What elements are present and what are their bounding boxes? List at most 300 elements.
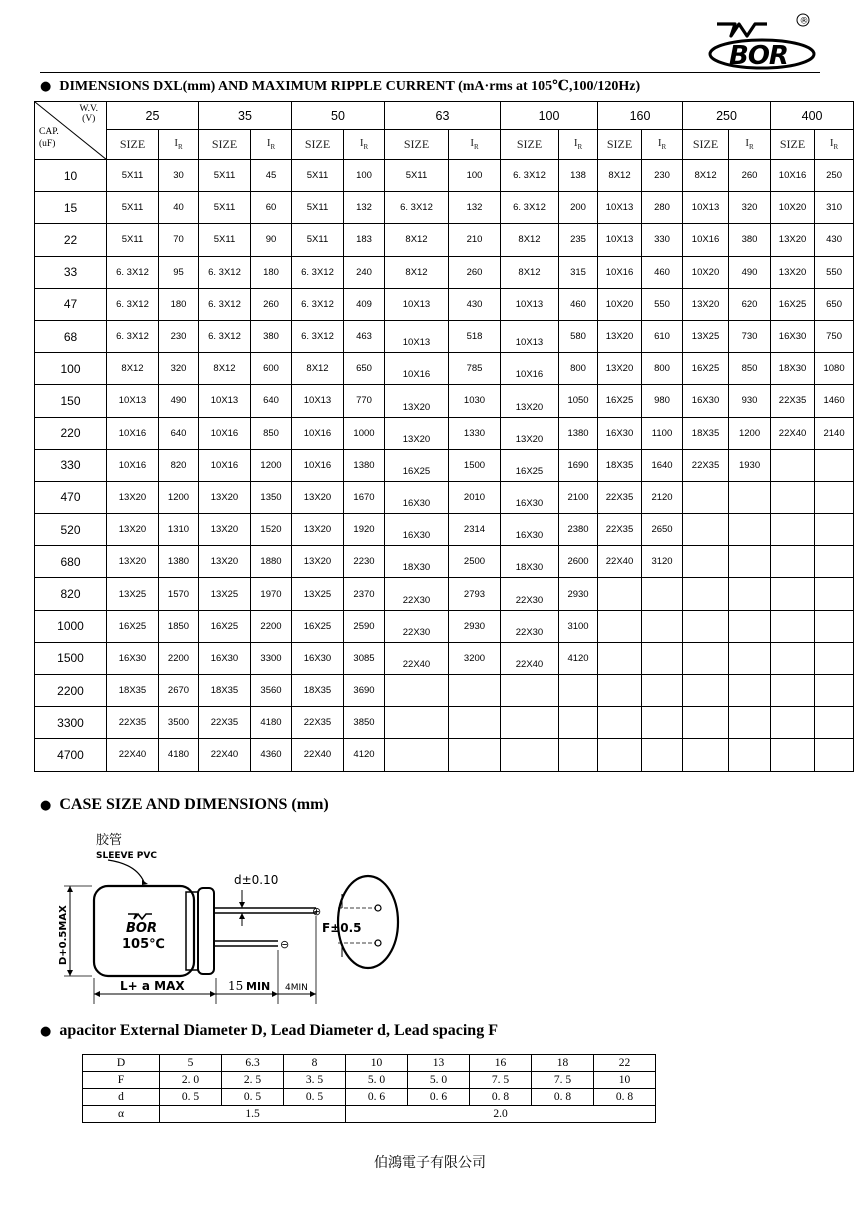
ripple-cell: 183 (344, 224, 385, 256)
table-row (35, 449, 854, 481)
size-cell: 10X13 (598, 192, 642, 224)
bullet-icon: ● (40, 798, 52, 813)
size-cell (771, 578, 815, 610)
ripple-cell: 230 (642, 160, 683, 192)
size-header: SIZE (683, 130, 729, 160)
dimension-value: 18 (532, 1055, 594, 1072)
size-cell (385, 707, 449, 739)
size-cell: 10X16 (199, 417, 251, 449)
dimension-value: 0. 6 (346, 1089, 408, 1106)
size-cell: 10X13 (501, 320, 559, 352)
size-cell: 13X20 (292, 546, 344, 578)
wv-label: W.V. (V) (79, 104, 98, 124)
size-cell: 13X20 (107, 514, 159, 546)
ripple-cell (642, 642, 683, 674)
ripple-cell (729, 642, 771, 674)
size-cell (598, 675, 642, 707)
capacitance-cell: 150 (35, 385, 107, 417)
ripple-cell: 45 (251, 160, 292, 192)
size-cell: 10X16 (385, 353, 449, 385)
alpha-small-value: 1.5 (160, 1106, 346, 1123)
size-cell: 22X35 (292, 707, 344, 739)
ripple-cell: 1880 (251, 546, 292, 578)
capacitance-cell: 1000 (35, 610, 107, 642)
size-cell: 22X40 (385, 642, 449, 674)
size-cell (771, 739, 815, 771)
size-cell (598, 707, 642, 739)
minus-lead-icon: ⊖ (280, 938, 290, 951)
ripple-cell: 260 (729, 160, 771, 192)
ripple-cell: 1200 (729, 417, 771, 449)
size-cell: 10X13 (385, 288, 449, 320)
ripple-cell: 100 (344, 160, 385, 192)
case-dimension-diagram (56, 822, 426, 1010)
ripple-cell: 820 (159, 449, 199, 481)
voltage-header: 400 (771, 102, 854, 130)
size-cell: 5X11 (107, 224, 159, 256)
ripple-cell (642, 578, 683, 610)
size-cell (683, 546, 729, 578)
ripple-cell: 1920 (344, 514, 385, 546)
table-row (35, 739, 854, 771)
ripple-cell: 1380 (344, 449, 385, 481)
ripple-cell: 2120 (642, 481, 683, 513)
ripple-cell: 320 (729, 192, 771, 224)
size-cell (598, 739, 642, 771)
size-cell: 13X20 (107, 481, 159, 513)
size-cell: 10X13 (598, 224, 642, 256)
size-cell: 10X13 (501, 288, 559, 320)
ripple-cell: 2930 (449, 610, 501, 642)
ripple-cell: 1310 (159, 514, 199, 546)
size-cell: 13X25 (107, 578, 159, 610)
capacitance-cell: 220 (35, 417, 107, 449)
ripple-cell: 2010 (449, 481, 501, 513)
ripple-cell: 70 (159, 224, 199, 256)
dimension-label: F (83, 1072, 160, 1089)
table-row (35, 385, 854, 417)
size-cell: 5X11 (199, 160, 251, 192)
size-ir-header-row (35, 130, 854, 160)
ripple-cell (559, 675, 598, 707)
size-cell: 10X16 (199, 449, 251, 481)
ripple-cell: 770 (344, 385, 385, 417)
dimension-value: 0. 8 (532, 1089, 594, 1106)
ripple-cell (729, 739, 771, 771)
ripple-cell (815, 449, 854, 481)
ripple-cell: 330 (642, 224, 683, 256)
size-cell: 16X30 (385, 481, 449, 513)
table-row (35, 353, 854, 385)
size-cell: 6. 3X12 (107, 320, 159, 352)
ripple-cell: 60 (251, 192, 292, 224)
dimension-value: 2. 0 (160, 1072, 222, 1089)
size-cell: 8X12 (501, 256, 559, 288)
size-cell: 18X35 (107, 675, 159, 707)
ripple-cell: 980 (642, 385, 683, 417)
size-cell: 22X35 (771, 385, 815, 417)
diameter-section-title (40, 1022, 498, 1040)
size-cell: 13X20 (501, 385, 559, 417)
size-cell: 10X16 (107, 449, 159, 481)
size-cell (598, 578, 642, 610)
capacitance-cell: 820 (35, 578, 107, 610)
ripple-cell: 750 (815, 320, 854, 352)
ripple-cell: 640 (159, 417, 199, 449)
size-cell: 6. 3X12 (107, 288, 159, 320)
ripple-cell: 850 (251, 417, 292, 449)
size-cell: 18X35 (199, 675, 251, 707)
header-rule (40, 72, 820, 73)
capacitance-cell: 10 (35, 160, 107, 192)
alpha-large-value: 2.0 (346, 1106, 656, 1123)
ripple-cell (729, 578, 771, 610)
ripple-cell: 550 (815, 256, 854, 288)
ripple-cell: 650 (815, 288, 854, 320)
size-cell (683, 610, 729, 642)
size-cell: 6. 3X12 (292, 256, 344, 288)
brand-logo (707, 10, 817, 72)
dimension-value: 7. 5 (470, 1072, 532, 1089)
capacitor-seal (186, 892, 198, 970)
ripple-cell: 785 (449, 353, 501, 385)
size-cell (771, 707, 815, 739)
ripple-cell: 250 (815, 160, 854, 192)
ripple-cell: 1200 (159, 481, 199, 513)
body-length-label: L+ a MAX (120, 979, 185, 993)
size-cell: 22X35 (598, 481, 642, 513)
capacitance-cell: 3300 (35, 707, 107, 739)
size-cell: 22X35 (107, 707, 159, 739)
size-cell (501, 707, 559, 739)
ripple-current-table (34, 101, 854, 772)
size-cell: 18X30 (771, 353, 815, 385)
ripple-cell: 2314 (449, 514, 501, 546)
size-cell: 22X30 (385, 578, 449, 610)
dimension-row (83, 1055, 656, 1072)
capacitance-cell: 33 (35, 256, 107, 288)
size-cell: 16X30 (385, 514, 449, 546)
dimension-value: 10 (594, 1072, 656, 1089)
capacitor-end-cap (198, 888, 214, 974)
dimension-row (83, 1089, 656, 1106)
ripple-cell: 463 (344, 320, 385, 352)
ripple-cell: 2590 (344, 610, 385, 642)
size-cell: 10X13 (107, 385, 159, 417)
voltage-header: 100 (501, 102, 598, 130)
size-cell: 16X30 (598, 417, 642, 449)
ripple-cell: 2370 (344, 578, 385, 610)
size-cell: 16X30 (292, 642, 344, 674)
ripple-cell (815, 739, 854, 771)
table-row (35, 417, 854, 449)
ripple-cell: 650 (344, 353, 385, 385)
ripple-cell: 850 (729, 353, 771, 385)
size-cell: 8X12 (107, 353, 159, 385)
dimension-value: 0. 5 (284, 1089, 346, 1106)
dimension-label: D (83, 1055, 160, 1072)
lead-spacing-tol: F±0.5 (322, 921, 362, 935)
dimension-row (83, 1072, 656, 1089)
lead-diameter-tol: d±0.10 (234, 873, 279, 887)
ripple-cell: 2793 (449, 578, 501, 610)
size-cell: 13X20 (598, 353, 642, 385)
ripple-header: $I_R$ (344, 130, 385, 160)
size-cell: 6. 3X12 (501, 192, 559, 224)
ripple-cell: 1690 (559, 449, 598, 481)
size-cell: 10X13 (292, 385, 344, 417)
sleeve-cn-label: 胶管 (96, 833, 123, 848)
size-cell: 6. 3X12 (199, 288, 251, 320)
ripple-cell: 95 (159, 256, 199, 288)
ripple-cell: 620 (729, 288, 771, 320)
size-cell (771, 514, 815, 546)
size-cell (771, 675, 815, 707)
dimension-value: 13 (408, 1055, 470, 1072)
ripple-cell: 1000 (344, 417, 385, 449)
voltage-header: 250 (683, 102, 771, 130)
case-section-title (40, 796, 329, 814)
ripple-cell: 180 (159, 288, 199, 320)
table-row (35, 256, 854, 288)
alpha-row (83, 1106, 656, 1123)
size-cell (385, 675, 449, 707)
size-cell: 18X35 (598, 449, 642, 481)
size-cell: 13X20 (292, 481, 344, 513)
dimension-value: 7. 5 (532, 1072, 594, 1089)
ripple-cell: 490 (159, 385, 199, 417)
ripple-cell (642, 707, 683, 739)
size-cell: 18X30 (385, 546, 449, 578)
ripple-cell (642, 610, 683, 642)
size-cell: 5X11 (292, 224, 344, 256)
ripple-cell: 310 (815, 192, 854, 224)
ripple-cell (449, 739, 501, 771)
case-title-text: CASE SIZE AND DIMENSIONS (mm) (59, 796, 329, 813)
size-cell: 16X25 (683, 353, 729, 385)
ripple-cell: 210 (449, 224, 501, 256)
size-cell (771, 481, 815, 513)
ripple-title-text: DIMENSIONS DXL(mm) AND MAXIMUM RIPPLE CURRENT (mA·rms at 105℃,100/120Hz) (59, 79, 641, 94)
ripple-cell: 1350 (251, 481, 292, 513)
lead-length-num: 15 (228, 979, 244, 993)
size-cell: 5X11 (292, 192, 344, 224)
dimension-value: 0. 5 (160, 1089, 222, 1106)
ripple-header: $I_R$ (729, 130, 771, 160)
ripple-cell: 180 (251, 256, 292, 288)
size-cell (501, 739, 559, 771)
ripple-cell: 4360 (251, 739, 292, 771)
ripple-cell: 1100 (642, 417, 683, 449)
ripple-cell: 1200 (251, 449, 292, 481)
cap-label: CAP. (uF) (39, 127, 59, 149)
body-height-label: D+0.5MAX (58, 905, 69, 965)
ripple-cell: 260 (449, 256, 501, 288)
size-cell: 13X25 (292, 578, 344, 610)
table-row (35, 192, 854, 224)
ripple-cell (815, 610, 854, 642)
size-cell: 16X30 (501, 514, 559, 546)
ripple-cell (815, 642, 854, 674)
size-cell: 16X25 (385, 449, 449, 481)
sleeve-leader-line (108, 860, 144, 882)
ripple-section-title (40, 78, 640, 95)
table-row (35, 610, 854, 642)
size-cell (598, 610, 642, 642)
size-cell: 8X12 (199, 353, 251, 385)
size-cell: 10X16 (501, 353, 559, 385)
table-row (35, 481, 854, 513)
ripple-cell (815, 578, 854, 610)
size-cell: 22X35 (199, 707, 251, 739)
brand-logo-graphic (707, 10, 817, 72)
size-header: SIZE (501, 130, 559, 160)
size-cell: 22X30 (501, 610, 559, 642)
ripple-table-body (35, 160, 854, 772)
plus-lead-icon: ⊕ (312, 905, 322, 918)
size-cell (683, 642, 729, 674)
ripple-cell: 1970 (251, 578, 292, 610)
ripple-cell: 2380 (559, 514, 598, 546)
voltage-header: 63 (385, 102, 501, 130)
size-cell: 10X16 (107, 417, 159, 449)
size-cell: 6. 3X12 (501, 160, 559, 192)
size-cell: 18X35 (683, 417, 729, 449)
size-cell: 13X20 (771, 224, 815, 256)
ripple-cell: 800 (559, 353, 598, 385)
ripple-cell: 2140 (815, 417, 854, 449)
size-cell: 8X12 (598, 160, 642, 192)
size-cell: 16X25 (292, 610, 344, 642)
lead-dimension-table (82, 1054, 656, 1123)
ripple-cell: 600 (251, 353, 292, 385)
size-cell: 16X30 (107, 642, 159, 674)
ripple-header: $I_R$ (251, 130, 292, 160)
size-cell: 16X25 (199, 610, 251, 642)
size-cell (771, 449, 815, 481)
ripple-cell: 490 (729, 256, 771, 288)
ripple-header: $I_R$ (559, 130, 598, 160)
ripple-cell: 2670 (159, 675, 199, 707)
ripple-cell: 100 (449, 160, 501, 192)
size-cell (683, 675, 729, 707)
size-cell (501, 675, 559, 707)
dimension-value: 22 (594, 1055, 656, 1072)
size-cell: 5X11 (107, 160, 159, 192)
ripple-cell: 315 (559, 256, 598, 288)
size-cell: 22X40 (771, 417, 815, 449)
ripple-cell (729, 707, 771, 739)
size-cell (683, 514, 729, 546)
ripple-cell: 2230 (344, 546, 385, 578)
size-cell: 22X40 (107, 739, 159, 771)
ripple-cell: 235 (559, 224, 598, 256)
ripple-cell: 3500 (159, 707, 199, 739)
ripple-cell (729, 514, 771, 546)
ripple-cell: 320 (159, 353, 199, 385)
ripple-cell: 2500 (449, 546, 501, 578)
size-cell: 10X20 (598, 288, 642, 320)
ripple-cell (449, 675, 501, 707)
size-cell (771, 642, 815, 674)
size-cell: 10X13 (385, 320, 449, 352)
capacitance-cell: 470 (35, 481, 107, 513)
ripple-cell: 1930 (729, 449, 771, 481)
ripple-cell: 3120 (642, 546, 683, 578)
ripple-header: $I_R$ (642, 130, 683, 160)
dimension-value: 0. 5 (222, 1089, 284, 1106)
ripple-cell: 4120 (559, 642, 598, 674)
capacitance-cell: 2200 (35, 675, 107, 707)
ripple-cell: 800 (642, 353, 683, 385)
capacitance-cell: 4700 (35, 739, 107, 771)
dimension-value: 0. 8 (594, 1089, 656, 1106)
ripple-cell: 409 (344, 288, 385, 320)
sleeve-arrow-icon (142, 880, 148, 885)
ripple-cell: 3850 (344, 707, 385, 739)
bullet-icon: ● (40, 79, 52, 94)
size-cell: 10X20 (771, 192, 815, 224)
ripple-cell: 4180 (159, 739, 199, 771)
body-logo-mark (128, 914, 152, 919)
capacitance-cell: 330 (35, 449, 107, 481)
capacitance-cell: 1500 (35, 642, 107, 674)
size-cell: 16X30 (771, 320, 815, 352)
size-cell: 10X16 (292, 417, 344, 449)
ripple-cell: 3200 (449, 642, 501, 674)
ripple-cell (729, 546, 771, 578)
dimension-value: 0. 8 (470, 1089, 532, 1106)
size-cell: 16X25 (501, 449, 559, 481)
size-cell: 6. 3X12 (385, 192, 449, 224)
size-header: SIZE (292, 130, 344, 160)
ripple-cell: 1520 (251, 514, 292, 546)
ripple-cell: 610 (642, 320, 683, 352)
dimension-value: 10 (346, 1055, 408, 1072)
ripple-cell: 1080 (815, 353, 854, 385)
size-cell: 13X20 (385, 385, 449, 417)
ripple-cell: 518 (449, 320, 501, 352)
ripple-cell: 640 (251, 385, 292, 417)
size-cell (683, 578, 729, 610)
size-cell: 10X16 (598, 256, 642, 288)
size-header: SIZE (598, 130, 642, 160)
ripple-cell: 200 (559, 192, 598, 224)
sleeve-en-label: SLEEVE PVC (96, 851, 157, 861)
size-cell: 5X11 (199, 192, 251, 224)
ripple-cell: 1570 (159, 578, 199, 610)
alpha-label: α (83, 1106, 160, 1123)
ripple-cell (559, 739, 598, 771)
ripple-cell: 580 (559, 320, 598, 352)
size-cell: 6. 3X12 (199, 320, 251, 352)
ripple-header: $I_R$ (159, 130, 199, 160)
size-cell (683, 707, 729, 739)
size-cell: 13X20 (501, 417, 559, 449)
ripple-cell: 380 (729, 224, 771, 256)
table-row (35, 707, 854, 739)
ripple-cell: 4180 (251, 707, 292, 739)
ripple-cell: 1460 (815, 385, 854, 417)
ripple-cell: 550 (642, 288, 683, 320)
ripple-cell: 1330 (449, 417, 501, 449)
corner-header-cell (35, 102, 107, 160)
ripple-cell (815, 546, 854, 578)
size-cell: 10X16 (292, 449, 344, 481)
ripple-cell: 260 (251, 288, 292, 320)
size-cell: 5X11 (385, 160, 449, 192)
ripple-cell: 3690 (344, 675, 385, 707)
